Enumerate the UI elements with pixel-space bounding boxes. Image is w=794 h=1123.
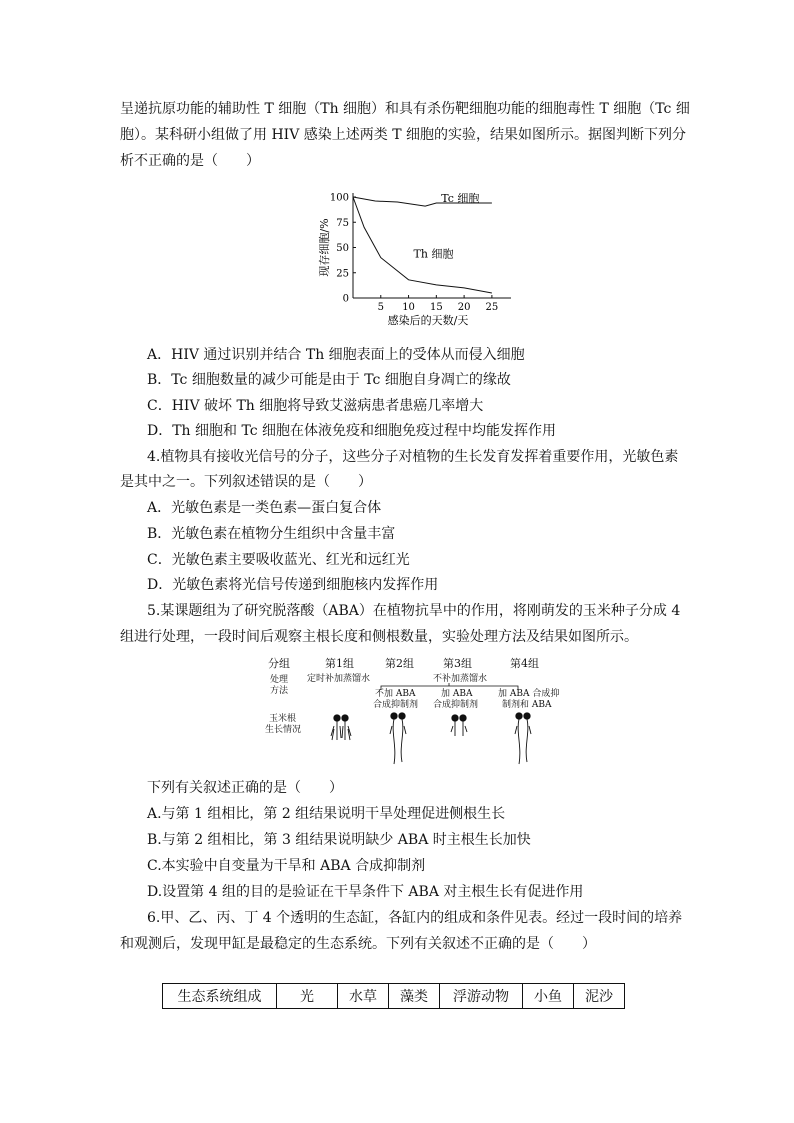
q6-stem-line-2: 和观测后，发现甲缸是最稳定的生态系统。下列有关叙述不正确的是（ ） (120, 936, 596, 952)
y-tick-label: 75 (336, 217, 349, 229)
q5-stem-line-1: 5.某课题组为了研究脱落酸（ABA）在植物抗旱中的作用，将刚萌发的玉米种子分成 4 (147, 603, 681, 619)
ecosystem-table (162, 983, 625, 1009)
seedling-group-3 (451, 715, 467, 736)
q5-option-d: D.设置第 4 组的目的是验证在干旱条件下 ABA 对主根生长有促进作用 (147, 884, 584, 900)
x-tick-label: 25 (485, 302, 499, 313)
q3-option-d: D．Th 细胞和 Tc 细胞在体液免疫和细胞免疫过程中均能发挥作用 (147, 423, 557, 439)
group-4-method-1: 加 ABA 合成抑 (498, 689, 560, 699)
q5-option-c: C.本实验中自变量为干旱和 ABA 合成抑制剂 (147, 858, 426, 874)
q5-prompt: 下列有关叙述正确的是（ ） (147, 780, 343, 796)
table-header-cell: 生态系统组成 (163, 984, 277, 1009)
seedling-group-4 (515, 713, 531, 764)
series-label: Tc 细胞 (441, 192, 480, 206)
y-tick-label: 100 (329, 192, 349, 204)
y-tick-label: 25 (336, 268, 349, 280)
x-tick-label: 20 (457, 302, 471, 313)
method-label-1: 处理 (270, 675, 289, 685)
table-header-cell: 光 (277, 984, 338, 1009)
group-4-method-2: 制剂和 ABA (502, 700, 552, 710)
group-2-label: 第2组 (385, 657, 414, 670)
table-header-cell: 藻类 (389, 984, 440, 1009)
q4-option-b: B．光敏色素在植物分生组织中含量丰富 (147, 526, 396, 542)
y-tick-label: 0 (342, 293, 349, 305)
group-1-label: 第1组 (325, 657, 354, 670)
group-3-method-2: 合成抑制剂 (433, 700, 479, 710)
q3-stem-line-3: 析不正确的是（ ） (120, 153, 260, 169)
table-header-cell: 泥沙 (574, 984, 625, 1009)
x-tick-label: 15 (429, 302, 443, 313)
q5-stem-line-2: 组进行处理，一段时间后观察主根长度和侧根数量，实验处理方法及结果如图所示。 (120, 629, 638, 645)
figure-graphics (255, 652, 575, 770)
q5-option-b: B.与第 2 组相比，第 3 组结果说明缺少 ABA 时主根生长加快 (147, 832, 531, 848)
seedling-group-2 (390, 713, 406, 764)
q3-stem-line-1: 呈递抗原功能的辅助性 T 细胞（Th 细胞）和具有杀伤靶细胞功能的细胞毒性 T 细胞（Tc 细 (120, 101, 690, 117)
series-line-th (353, 197, 492, 293)
group-3-method-1: 加 ABA (441, 689, 473, 699)
q4-stem-line-2: 是其中之一。下列叙述错误的是（ ） (120, 474, 372, 490)
x-tick-label: 10 (402, 302, 415, 313)
group-3-label: 第3组 (443, 657, 472, 670)
x-axis-label: 感染后的天数/天 (387, 314, 469, 327)
table-header-cell: 水草 (338, 984, 389, 1009)
root-label-1: 玉米根 (269, 714, 297, 724)
group-2-method-2: 合成抑制剂 (373, 700, 419, 710)
q4-option-c: C．光敏色素主要吸收蓝光、红光和远红光 (147, 552, 410, 568)
no-water-label: 不补加蒸馏水 (433, 674, 488, 684)
x-tick-label: 5 (377, 302, 384, 313)
q3-option-b: B．Tc 细胞数量的减少可能是由于 Tc 细胞自身凋亡的缘故 (147, 372, 511, 388)
group-4-label: 第4组 (510, 657, 539, 670)
y-tick-label: 50 (336, 243, 349, 254)
cell-survival-chart (315, 186, 515, 332)
q5-option-a: A.与第 1 组相比，第 2 组结果说明干旱处理促进侧根生长 (147, 806, 506, 822)
y-axis-label: 现存细胞/% (318, 218, 331, 277)
table-row (163, 984, 625, 1009)
seedling-group-1 (331, 715, 351, 740)
q4-stem-line-1: 4.植物具有接收光信号的分子，这些分子对植物的生长发育发挥着重要作用，光敏色素 (147, 449, 679, 465)
q6-stem-line-1: 6.甲、乙、丙、丁 4 个透明的生态缸，各缸内的组成和条件见表。经过一段时间的培养 (147, 910, 683, 926)
q4-option-d: D．光敏色素将光信号传递到细胞核内发挥作用 (147, 577, 439, 593)
q4-option-a: A．光敏色素是一类色素—蛋白复合体 (147, 500, 382, 516)
q3-option-c: C．HIV 破坏 Th 细胞将导致艾滋病患者患癌几率增大 (147, 398, 484, 414)
aba-experiment-figure (255, 652, 575, 770)
table-header-cell: 小鱼 (523, 984, 574, 1009)
group-1-method: 定时补加蒸馏水 (307, 674, 371, 684)
root-label-2: 生长情况 (265, 725, 302, 735)
group-label: 分组 (268, 657, 290, 670)
method-label-2: 方法 (270, 686, 289, 696)
group-2-method-1: 不加 ABA (375, 689, 416, 699)
table-header-cell: 浮游动物 (440, 984, 523, 1009)
q3-option-a: A．HIV 通过识别并结合 Th 细胞表面上的受体从而侵入细胞 (147, 347, 525, 363)
q3-stem-line-2: 胞）。某科研小组做了用 HIV 感染上述两类 T 细胞的实验，结果如图所示。据图判断下列分 (120, 127, 686, 143)
series-label: Th 细胞 (413, 247, 454, 261)
